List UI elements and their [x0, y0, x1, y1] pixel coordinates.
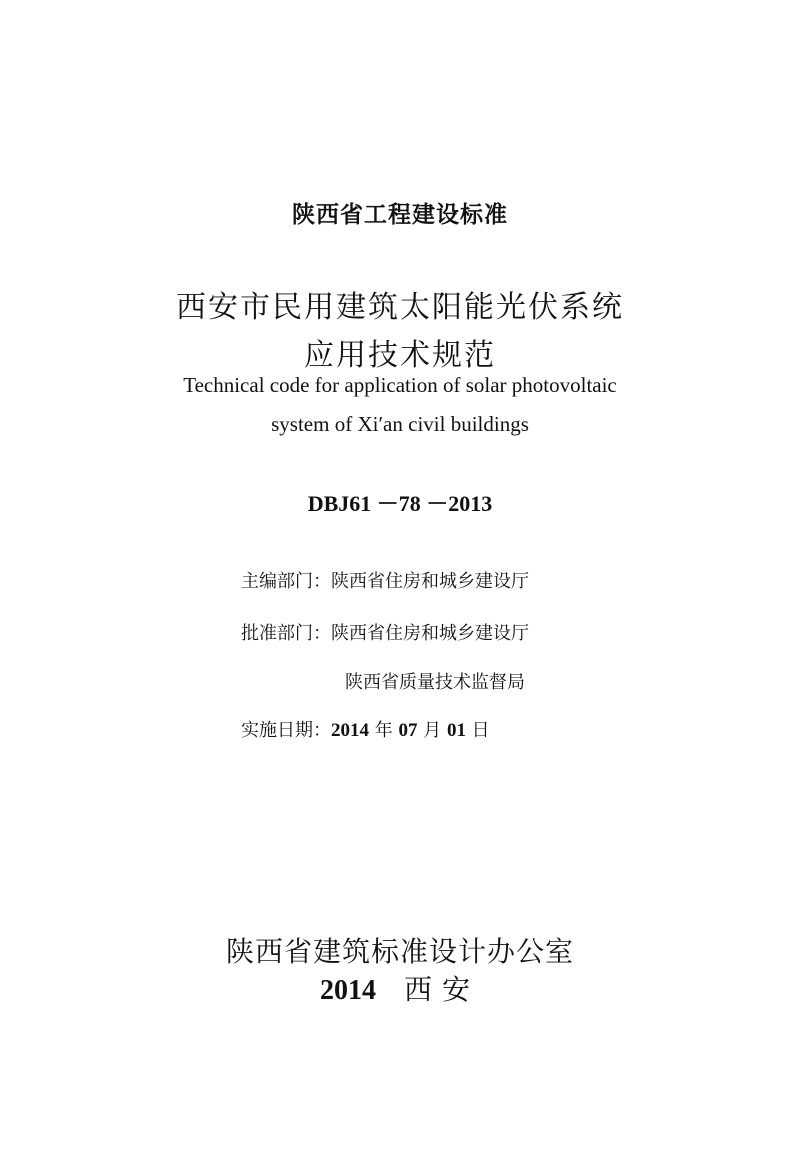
publication-year: 2014 — [319, 975, 376, 1006]
year-unit: 年 — [374, 720, 393, 741]
month-unit: 月 — [423, 720, 442, 741]
effective-date-label: 实施日期： — [241, 720, 331, 741]
publication-city: 西安 — [403, 973, 480, 1006]
effective-month: 07 — [398, 720, 418, 741]
effective-day: 01 — [446, 720, 466, 741]
publication-line — [0, 968, 800, 1008]
title-english-line-1: Technical code for application of solar photovoltaic — [183, 373, 617, 397]
approval-line — [241, 619, 529, 645]
standard-code: DBJ61 －78 －2013 — [307, 491, 493, 516]
approval-label: 批准部门： — [241, 623, 331, 644]
approval-line-2 — [345, 668, 525, 694]
effective-date-line — [241, 716, 490, 742]
chief-editor-value: 陕西省住房和城乡建设厅 — [331, 571, 529, 592]
standard-series-title: 陕西省工程建设标准 — [292, 202, 508, 228]
approval-value-2: 陕西省质量技术监督局 — [345, 672, 525, 693]
approval-value-1: 陕西省住房和城乡建设厅 — [331, 623, 529, 644]
title-chinese-line-2: 应用技术规范 — [304, 338, 496, 373]
title-chinese-line-1: 西安市民用建筑太阳能光伏系统 — [176, 290, 624, 325]
title-english-line-2: system of Xi′an civil buildings — [271, 412, 529, 436]
effective-year: 2014 — [331, 720, 369, 741]
publisher: 陕西省建筑标准设计办公室 — [225, 935, 574, 968]
day-unit: 日 — [471, 720, 490, 741]
chief-editor-label: 主编部门： — [241, 571, 331, 592]
chief-editor-line — [241, 567, 529, 593]
